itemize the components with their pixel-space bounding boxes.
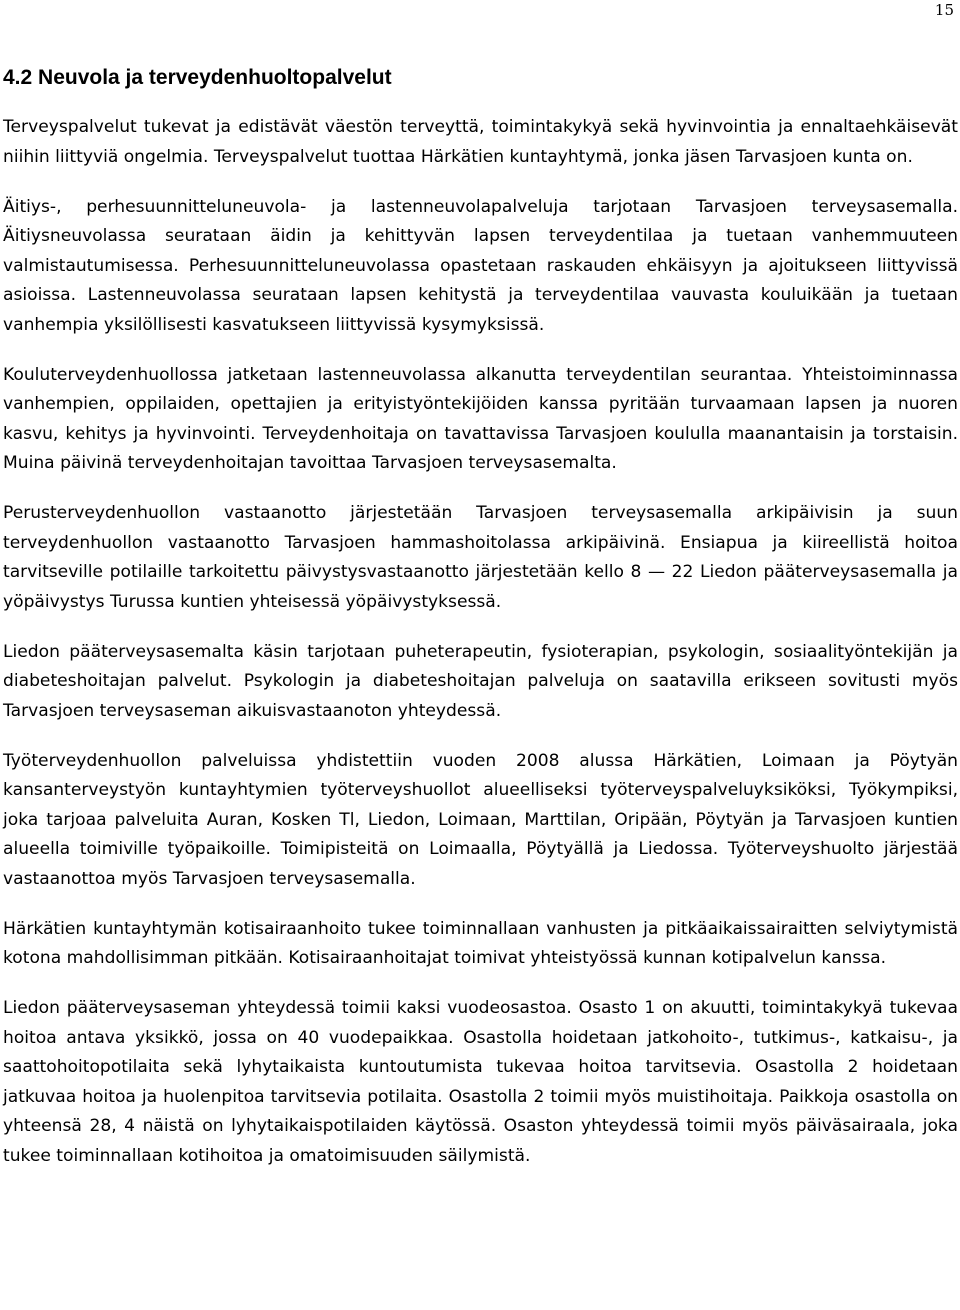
- section-heading: 4.2 Neuvola ja terveydenhuoltopalvelut: [3, 66, 392, 89]
- section-body: [3, 113, 958, 1192]
- paragraph-maternity-clinic: Äitiys-, perhesuunnitteluneuvola- ja lastenneuvolapalveluja tarjotaan Tarvasjoen terveysasemalla. Äitiysneuvolassa seurataan äidin ja kehittyvän lapsen terveydentilaa ja tuetaan vanhemmuuteen valmistautumisessa. Perhesuunnitteluneuvolassa opastetaan raskauden ehkäisyyn ja ajoitukseen liittyvissä asioissa. Lastenneuvolassa seurataan lapsen kehitystä ja terveydentilaa vauvasta kouluikään ja tuetaan vanhempia yksilöllisesti kasvatukseen liittyvissä kysymyksissä.: [3, 196, 958, 335]
- paragraph-school-health: Kouluterveydenhuollossa jatketaan lastenneuvolassa alkanutta terveydentilan seurantaa. Yhteistoiminnassa vanhempien, oppilaiden, opettajien ja erityistyöntekijöiden kanssa pyritään turvaamaan lapsen ja nuoren kasvu, kehitys ja hyvinvointi. Terveydenhoitaja on tavattavissa Tarvasjoen koululla maanantaisin ja torstaisin. Muina päivinä terveydenhoitajan tavoittaa Tarvasjoen terveysasemalta.: [3, 364, 958, 473]
- paragraph-inpatient-wards: Liedon pääterveysaseman yhteydessä toimii kaksi vuodeosastoa. Osasto 1 on akuutti, toimintakykyä tukevaa hoitoa antava yksikkö, jossa on 40 vuodepaikkaa. Osastolla hoidetaan jatkohoito-, tutkimus-, katkaisu-, ja saattohoitopotilaita sekä lyhytaikaista kuntoutumista tukevaa hoitoa tarvitsevia. Osastolla 2 hoidetaan jatkuvaa hoitoa ja huolenpitoa tarvitsevia potilaita. Osastolla 2 toimii myös muistihoitaja. Paikkoja osastolla on yhteensä 28, 4 näistä on lyhytaikaispotilaiden käytössä. Osaston yhteydessä toimii myös päiväsairaala, joka tukee toiminnallaan kotihoitoa ja omatoimisuuden säilymistä.: [3, 998, 958, 1166]
- paragraph-home-nursing: Härkätien kuntayhtymän kotisairaanhoito tukee toiminnallaan vanhusten ja pitkäaikaissairaitten selviytymistä kotona mahdollisimman pitkään. Kotisairaanhoitajat toimivat yhteistyössä kunnan kotipalvelun kanssa.: [3, 918, 958, 968]
- paragraph-lieto-services: Liedon pääterveysasemalta käsin tarjotaan puheterapeutin, fysioterapian, psykologin, sosiaalityöntekijän ja diabeteshoitajan palvelut. Psykologin ja diabeteshoitajan palveluja on saatavilla erikseen sovitusti myös Tarvasjoen terveysaseman aikuisvastaanoton yhteydessä.: [3, 641, 958, 721]
- paragraph-occupational-health: Työterveydenhuollon palveluissa yhdistettiin vuoden 2008 alussa Härkätien, Loimaan ja Pöytyän kansanterveystyön kuntayhtymien työterveyshuollot alueelliseksi työterveyspalveluyksiköksi, Työkympiksi, joka tarjoaa palveluita Auran, Kosken Tl, Liedon, Loimaan, Marttilan, Oripään, Pöytyän ja Tarvasjoen kuntien alueella toimiville työpaikoille. Toimipisteitä on Loimaalla, Pöytyällä ja Liedossa. Työterveyshuolto järjestää vastaanottoa myös Tarvasjoen terveysasemalla.: [3, 750, 958, 889]
- page-number: 15: [934, 1, 954, 19]
- paragraph-primary-care: Perusterveydenhuollon vastaanotto järjestetään Tarvasjoen terveysasemalla arkipäivisin ja suun terveydenhuollon vastaanotto Tarvasjoen hammashoitolassa arkipäivinä. Ensiapua ja kiireellistä hoitoa tarvitseville potilaille tarkoitettu päivystysvastaanotto järjestetään kello 8 — 22 Liedon pääterveysasemalla ja yöpäivystys Turussa kuntien yhteisessä yöpäivystyksessä.: [3, 503, 958, 612]
- paragraph-health-services: Terveyspalvelut tukevat ja edistävät väestön terveyttä, toimintakykyä sekä hyvinvointia ja ennaltaehkäisevät niihin liittyviä ongelmia. Terveyspalvelut tuottaa Härkätien kuntayhtymä, jonka jäsen Tarvasjoen kunta on.: [3, 117, 958, 167]
